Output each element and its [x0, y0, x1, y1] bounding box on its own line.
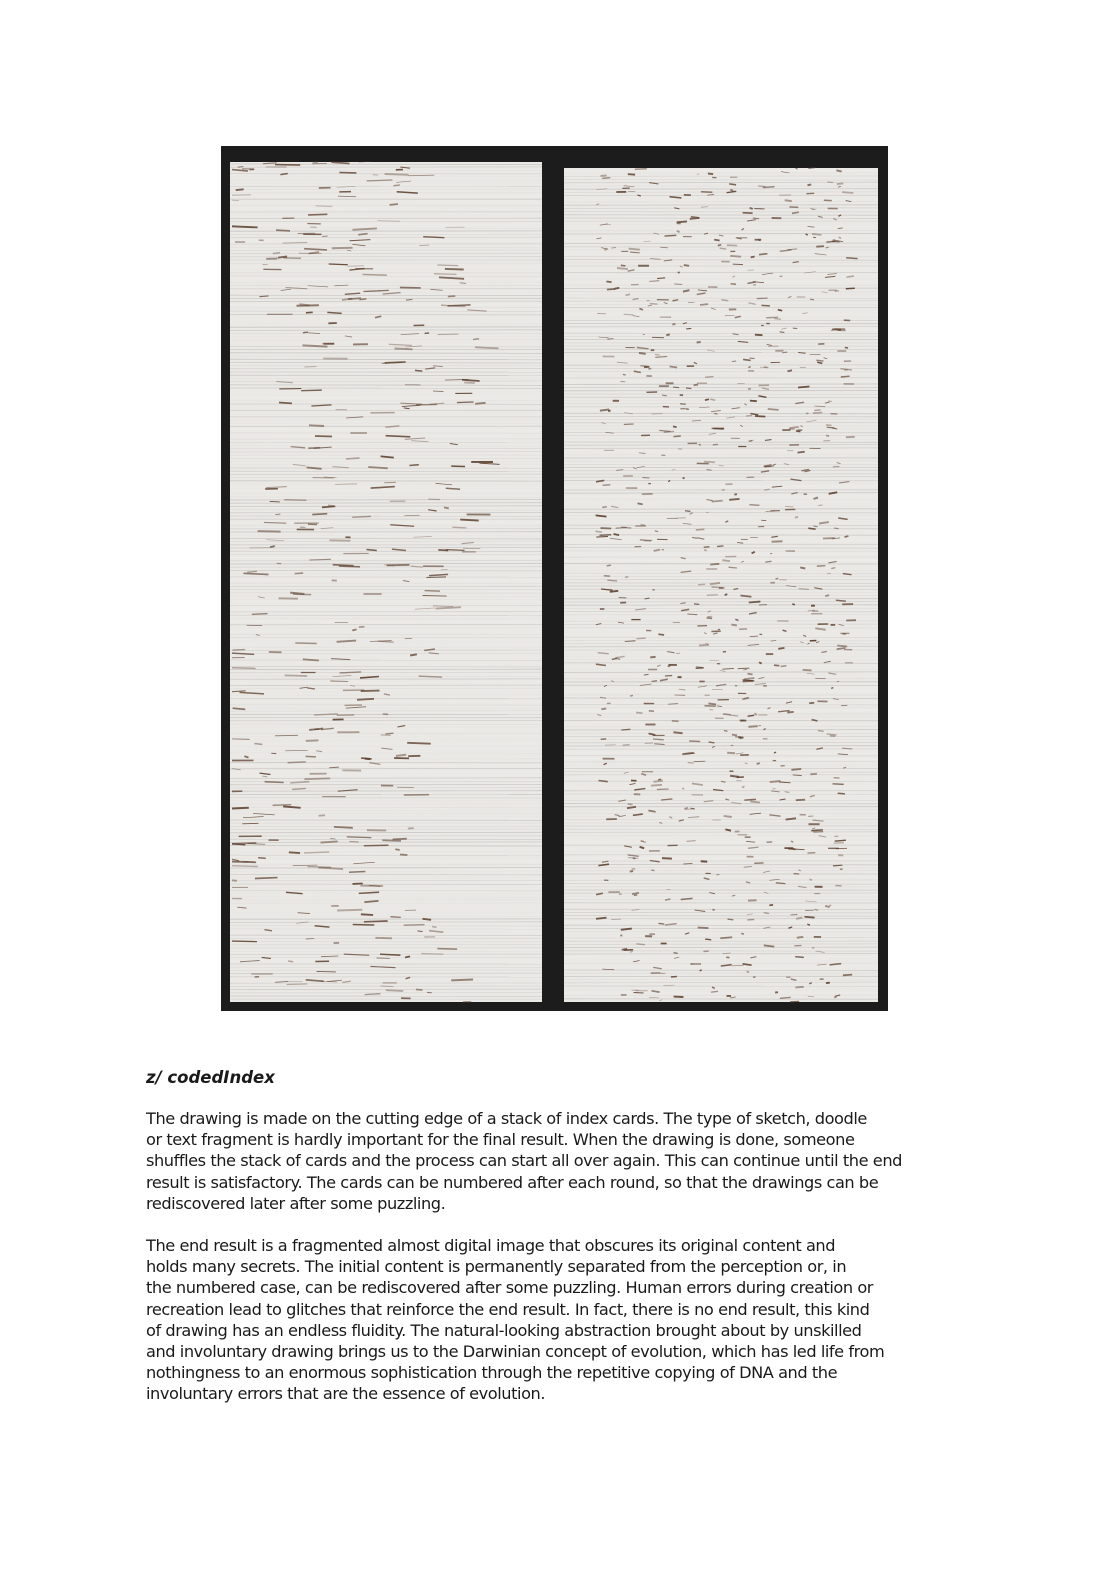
index-card-stacks-image [221, 146, 888, 1011]
caption-block [146, 1066, 966, 1426]
description-paragraph-1: The drawing is made on the cutting edge of a stack of index cards. The type of sketch, doodle or text fragment is hardly important for the final result. When the drawing is done, someone shuffles the stack of cards and the process can start all over again. This can continue until the end result is satisfactory. The cards can be numbered after each round, so that the drawings can be rediscovered later after some puzzling. [146, 1109, 902, 1213]
artwork-photo [221, 146, 888, 1011]
artwork-title: z/ codedIndex [146, 1068, 275, 1087]
description-paragraph-2: The end result is a fragmented almost digital image that obscures its original content and holds many secrets. The initial content is permanently separated from the perception or, in the numbered case, can be rediscovered after some puzzling. Human errors during creation or recreation lead to glitches that reinforce the end result. In fact, there is no end result, this kind of drawing has an endless fluidity. The natural-looking abstraction brought about by unskilled and involuntary drawing brings us to the Darwinian concept of evolution, which has led life from nothingness to an enormous sophistication through the repetitive copying of DNA and the involuntary errors that are the essence of evolution. [146, 1236, 885, 1404]
left-card-stack [230, 161, 542, 1002]
right-card-stack [564, 168, 878, 1003]
card-stack-edge [230, 162, 542, 1002]
